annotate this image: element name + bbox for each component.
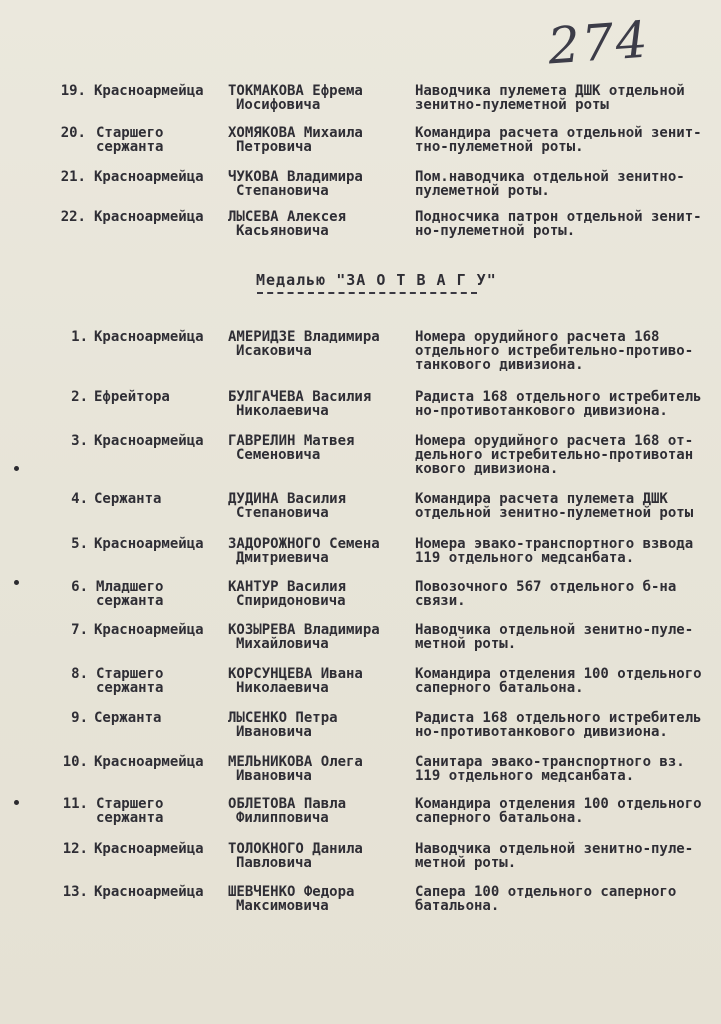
entry-rank: Красноармейца <box>94 83 204 99</box>
entry-name-line: ХОМЯКОВА Михаила <box>228 125 363 141</box>
entry-name-line: ЧУКОВА Владимира <box>228 169 363 185</box>
entry-name-line: АМЕРИДЗЕ Владимира <box>228 329 380 345</box>
entry-duty-line: Повозочного 567 отдельного б-на <box>415 579 677 595</box>
entry-duty <box>415 170 720 198</box>
entry-rank: Сержанта <box>94 491 162 507</box>
entry-name-line: БУЛГАЧЕВА Василия <box>228 389 372 405</box>
entry-duty <box>415 492 720 520</box>
entry-name-line: ГАВРЕЛИН Матвея <box>228 433 355 449</box>
punch-mark <box>14 580 19 585</box>
entry-rank: Ефрейтора <box>94 389 170 405</box>
entry-duty <box>415 885 720 913</box>
entry-name-line: Спиридоновича <box>236 593 346 609</box>
entry-rank: Красноармейца <box>94 169 204 185</box>
entry-duty-line: 119 отдельного медсанбата. <box>415 768 635 784</box>
entry-name <box>228 885 403 913</box>
entry-name <box>228 537 403 565</box>
entry-name <box>228 667 403 695</box>
entry-rank: Красноармейца <box>94 329 204 345</box>
entry-duty-line: но-противотанкового дивизиона. <box>415 403 668 419</box>
entry-name-line: Исаковича <box>236 343 312 359</box>
entry-name-line: КОРСУНЦЕВА Ивана <box>228 666 363 682</box>
entry-name <box>228 755 403 783</box>
entry-duty-line: метной роты. <box>415 636 517 652</box>
entry-duty <box>415 330 720 372</box>
punch-mark <box>14 800 19 805</box>
entry-duty-line: Командира отделения 100 отдельного <box>415 666 702 682</box>
entry-number: 3. <box>71 433 88 449</box>
entry-duty-line: отдельной зенитно-пулеметной роты <box>415 505 694 521</box>
entry-name-line: ОБЛЕТОВА Павла <box>228 796 347 812</box>
entry-name-line: Николаевича <box>236 403 329 419</box>
entry-name <box>228 126 403 154</box>
entry-name-line: КАНТУР Василия <box>228 579 347 595</box>
entry-duty-line: саперного батальона. <box>415 810 584 826</box>
entry-number: 5. <box>71 536 88 552</box>
entry-rank: Старшего сержанта <box>96 796 164 826</box>
entry-duty <box>415 434 720 476</box>
entry-name <box>228 711 403 739</box>
entry-duty <box>415 667 720 695</box>
entry-rank: Красноармейца <box>94 622 204 638</box>
entry-duty-line: пулеметной роты. <box>415 183 550 199</box>
entry-rank: Красноармейца <box>94 536 204 552</box>
entry-name <box>228 390 403 418</box>
entry-duty-line: дельного истребительно-противотан <box>415 447 694 463</box>
entry-number: 19. <box>60 83 86 99</box>
entry-duty-line: Номера орудийного расчета 168 от- <box>415 433 694 449</box>
entry-number: 1. <box>71 329 88 345</box>
entry-name-line: Максимовича <box>236 898 329 914</box>
entry-rank: Красноармейца <box>94 754 204 770</box>
entry-duty-line: Пом.наводчика отдельной зенитно- <box>415 169 685 185</box>
entry-name-line: Степановича <box>236 183 329 199</box>
entry-name <box>228 434 403 462</box>
entry-duty <box>415 390 720 418</box>
entry-rank: Красноармейца <box>94 841 204 857</box>
entry-number: 11. <box>62 796 88 812</box>
entry-rank: Красноармейца <box>94 433 204 449</box>
entry-duty <box>415 84 720 112</box>
entry-duty-line: Наводчика пулемета ДШК отдельной <box>415 83 685 99</box>
entry-duty-line: отдельного истребительно-противо- <box>415 343 694 359</box>
entry-duty <box>415 711 720 739</box>
entry-duty-line: но-противотанкового дивизиона. <box>415 724 668 740</box>
entry-number: 6. <box>71 579 88 595</box>
entry-number: 22. <box>60 209 86 225</box>
entry-duty-line: Командира расчета пулемета ДШК <box>415 491 668 507</box>
entry-duty-line: Наводчика отдельной зенитно-пуле- <box>415 841 694 857</box>
entry-duty-line: Номера орудийного расчета 168 <box>415 329 660 345</box>
entry-name-line: Ивановича <box>236 724 312 740</box>
entry-name-line: Степановича <box>236 505 329 521</box>
entry-number: 2. <box>71 389 88 405</box>
entry-name <box>228 842 403 870</box>
entry-number: 13. <box>62 884 88 900</box>
entry-rank: Красноармейца <box>94 884 204 900</box>
punch-mark <box>14 466 19 471</box>
entry-name-line: Иосифовича <box>236 97 321 113</box>
entry-name-line: ЛЫСЕНКО Петра <box>228 710 338 726</box>
entry-duty <box>415 623 720 651</box>
entry-name-line: Михайловича <box>236 636 329 652</box>
entry-duty-line: Сапера 100 отдельного саперного <box>415 884 677 900</box>
entry-rank: Старшего сержанта <box>96 125 164 155</box>
entry-duty-line: Наводчика отдельной зенитно-пуле- <box>415 622 694 638</box>
entry-number: 9. <box>71 710 88 726</box>
entry-name-line: ШЕВЧЕНКО Федора <box>228 884 355 900</box>
entry-duty-line: Номера эвако-транспортного взвода <box>415 536 694 552</box>
entry-name-line: Ивановича <box>236 768 312 784</box>
entry-duty <box>415 580 720 608</box>
entry-name-line: Дмитриевича <box>236 550 329 566</box>
entry-name-line: Николаевича <box>236 680 329 696</box>
entry-number: 10. <box>62 754 88 770</box>
entry-duty <box>415 537 720 565</box>
entry-name-line: ЗАДОРОЖНОГО Семена <box>228 536 380 552</box>
entry-rank: Сержанта <box>94 710 162 726</box>
entry-name <box>228 492 403 520</box>
entry-duty <box>415 842 720 870</box>
entry-name-line: Касьяновича <box>236 223 329 239</box>
entry-name <box>228 170 403 198</box>
entry-duty-line: Командира расчета отдельной зенит- <box>415 125 702 141</box>
entry-name-line: ДУДИНА Василия <box>228 491 347 507</box>
entry-duty-line: 119 отдельного медсанбата. <box>415 550 635 566</box>
entry-name <box>228 797 403 825</box>
handwritten-page-number: 274 <box>546 10 652 76</box>
entry-name <box>228 330 403 358</box>
entry-duty-line: батальона. <box>415 898 500 914</box>
entry-duty-line: зенитно-пулеметной роты <box>415 97 609 113</box>
entry-duty-line: Командира отделения 100 отдельного <box>415 796 702 812</box>
entry-duty-line: связи. <box>415 593 466 609</box>
entry-duty-line: кового дивизиона. <box>415 461 559 477</box>
entry-name-line: ТОЛОКНОГО Данила <box>228 841 363 857</box>
entry-name-line: Семеновича <box>236 447 321 463</box>
entry-name-line: ТОКМАКОВА Ефрема <box>228 83 363 99</box>
entry-duty <box>415 126 720 154</box>
entry-name-line: Петровича <box>236 139 312 155</box>
entry-duty-line: Радиста 168 отдельного истребитель <box>415 710 702 726</box>
entry-duty <box>415 755 720 783</box>
entry-number: 21. <box>60 169 86 185</box>
entry-name-line: Филипповича <box>236 810 329 826</box>
entry-duty-line: метной роты. <box>415 855 517 871</box>
entry-name-line: КОЗЫРЕВА Владимира <box>228 622 380 638</box>
entry-name-line: ЛЫСЕВА Алексея <box>228 209 347 225</box>
entry-name <box>228 84 403 112</box>
entry-duty-line: Подносчика патрон отдельной зенит- <box>415 209 702 225</box>
entry-duty-line: Радиста 168 отдельного истребитель <box>415 389 702 405</box>
title-underline <box>257 292 477 294</box>
entry-number: 20. <box>60 125 86 141</box>
entry-duty-line: саперного батальона. <box>415 680 584 696</box>
entry-duty-line: тно-пулеметной роты. <box>415 139 584 155</box>
entry-number: 7. <box>71 622 88 638</box>
entry-name-line: МЕЛЬНИКОВА Олега <box>228 754 363 770</box>
entry-duty-line: танкового дивизиона. <box>415 357 584 373</box>
entry-name-line: Павловича <box>236 855 312 871</box>
entry-number: 4. <box>71 491 88 507</box>
entry-duty <box>415 797 720 825</box>
entry-name <box>228 623 403 651</box>
entry-rank: Младшего сержанта <box>96 579 164 609</box>
entry-duty-line: но-пулеметной роты. <box>415 223 576 239</box>
entry-name <box>228 580 403 608</box>
entry-duty <box>415 210 720 238</box>
entry-number: 8. <box>71 666 88 682</box>
entry-name <box>228 210 403 238</box>
entry-number: 12. <box>62 841 88 857</box>
section-title: Медалью "ЗА О Т В А Г У" <box>256 271 497 289</box>
entry-duty-line: Санитара эвако-транспортного вз. <box>415 754 685 770</box>
entry-rank: Старшего сержанта <box>96 666 164 696</box>
entry-rank: Красноармейца <box>94 209 204 225</box>
